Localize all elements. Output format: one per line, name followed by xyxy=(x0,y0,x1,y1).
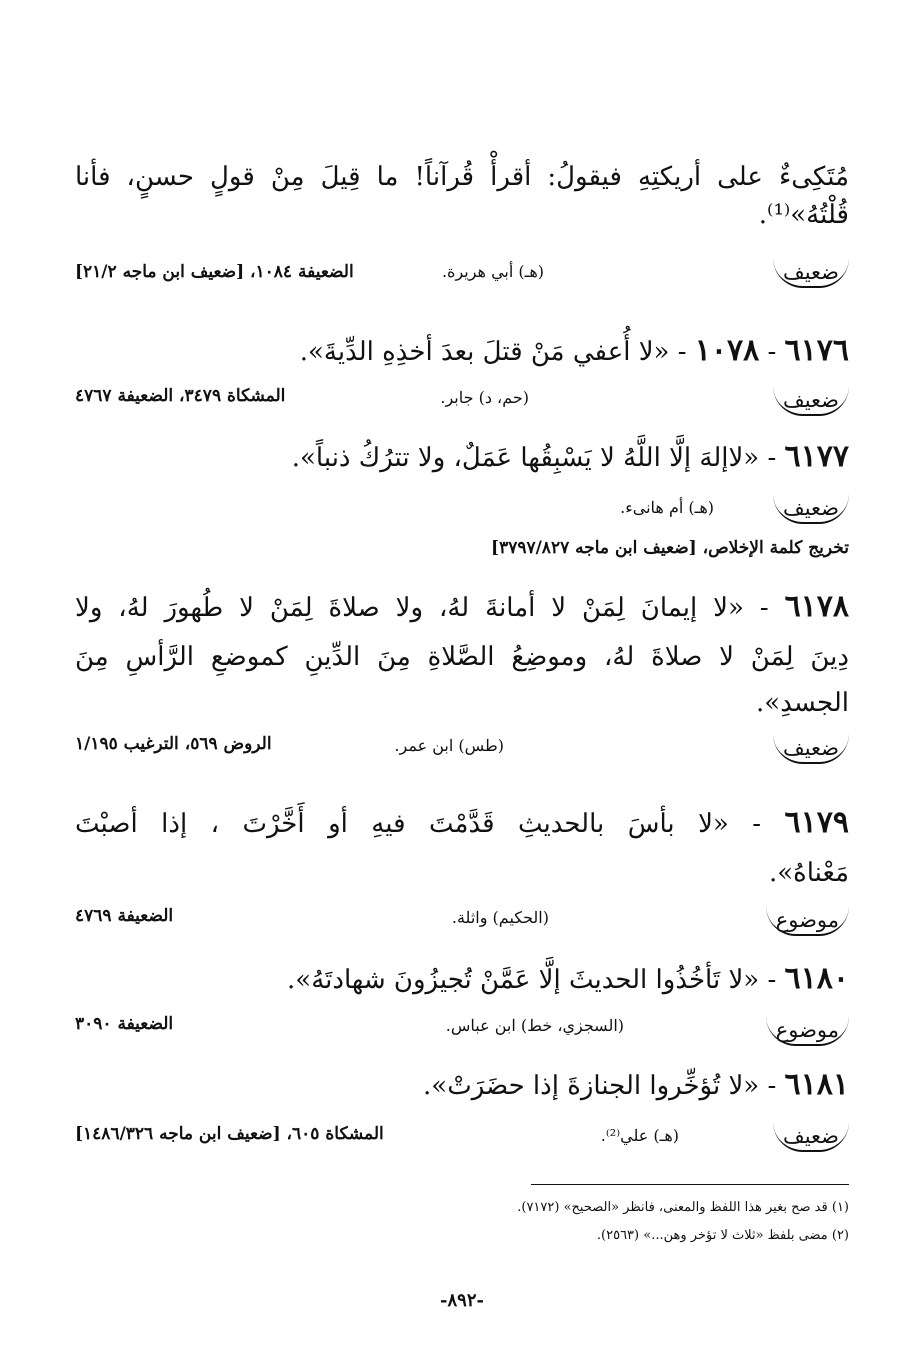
hadith-entry: ٦١٧٧ - «لاإلهَ إلَّا اللَّهُ لا يَسْبِقُها عَمَلٌ، ولا تترُكُ ذنباً». xyxy=(291,439,849,474)
grade-badge: ضعيف xyxy=(773,734,849,764)
grade-badge: موضوع xyxy=(766,906,849,936)
footnote-separator xyxy=(531,1184,849,1185)
footnote-2: (٢) مضى بلفظ «ثلاث لا تؤخر وهن...» (٢٥٦٣). xyxy=(596,1228,849,1243)
grade-badge: ضعيف xyxy=(773,386,849,416)
hadith-entry: ٦١٨١ - «لا تُؤخِّروا الجنازةَ إذا حضَرَتْ». xyxy=(423,1067,849,1102)
hadith-number: ٦١٨١ xyxy=(784,1067,849,1102)
hadith-alt-number: ١٠٧٨ xyxy=(694,333,760,368)
hadith-source: (طس) ابن عمر. xyxy=(394,736,504,755)
hadith-references: الضعيفة ٣٠٩٠ xyxy=(75,1014,174,1034)
hadith-number: ٦١٧٦ xyxy=(784,333,849,368)
grade-badge: ضعيف xyxy=(773,494,849,524)
grade-badge: موضوع xyxy=(766,1016,849,1046)
hadith-references: المشكاة ٦٠٥، [ضعيف ابن ماجه ١٤٨٦/٣٢٦] xyxy=(75,1124,384,1144)
grade-badge: ضعيف xyxy=(773,1122,849,1152)
hadith-references: الضعيفة ١٠٨٤، [ضعيف ابن ماجه ٢١/٢] xyxy=(75,262,354,282)
hadith-source: (هـ) علي⁽²⁾. xyxy=(600,1126,679,1145)
hadith-text-line-1: «لا إيمانَ لِمَنْ لا أمانةَ لهُ، ولا صلاةَ لِمَنْ لا طُهورَ لهُ، ولا xyxy=(75,593,744,623)
takhrij-note: تخريج كلمة الإخلاص، [ضعيف ابن ماجه ٣٧٩٧/٨٢٧] xyxy=(491,538,849,558)
hadith-source: (هـ) أبي هريرة. xyxy=(441,262,544,281)
hadith-references: الروض ٥٦٩، الترغيب ١/١٩٥ xyxy=(75,734,272,754)
hadith-text: «لا تُؤخِّروا الجنازةَ إذا حضَرَتْ». xyxy=(423,1071,760,1101)
hadith-text-line-3: الجسدِ». xyxy=(756,688,849,718)
hadith-source: (الحكيم) واثلة. xyxy=(451,908,549,927)
hadith-number: ٦١٧٩ xyxy=(784,805,849,840)
hadith-source: (السجزي، خط) ابن عباس. xyxy=(445,1016,624,1035)
hadith-text: «لا تَأخُذُوا الحديثَ إلَّا عَمَّنْ تُجيزُونَ شهادتَهُ». xyxy=(287,965,760,995)
hadith-source: (حم، د) جابر. xyxy=(440,388,529,407)
intro-line-1: مُتَكِىءٌ على أريكتِهِ فيقولُ: أقرأْ قُرآناً! ما قِيلَ مِنْ قولٍ حسنٍ، فأنا xyxy=(75,162,849,192)
hadith-entry: ٦١٧٨ - «لا إيمانَ لِمَنْ لا أمانةَ لهُ، ولا صلاةَ لِمَنْ لا طُهورَ لهُ، ولا xyxy=(75,589,850,624)
hadith-text: «لاإلهَ إلَّا اللَّهُ لا يَسْبِقُها عَمَلٌ، ولا تترُكُ ذنباً». xyxy=(291,443,760,473)
hadith-text-line-1: «لا بأسَ بالحديثِ قَدَّمْتَ فيهِ أو أَخَّرْتَ ، إذا أصبْتَ xyxy=(75,809,729,839)
hadith-source: (هـ) أم هانىء. xyxy=(620,498,714,517)
intro-line-2: قُلْتُهُ»⁽¹⁾. xyxy=(758,200,849,230)
hadith-entry: ٦١٧٩ - «لا بأسَ بالحديثِ قَدَّمْتَ فيهِ أو أَخَّرْتَ ، إذا أصبْتَ xyxy=(75,805,849,840)
grade-badge: ضعيف xyxy=(773,258,849,288)
footnote-1: (١) قد صح بغير هذا اللفظ والمعنى، فانظر «الصحيح» (٧١٧٢). xyxy=(517,1200,849,1215)
hadith-number: ٦١٧٧ xyxy=(784,439,849,474)
hadith-references: المشكاة ٣٤٧٩، الضعيفة ٤٧٦٧ xyxy=(75,386,286,406)
hadith-text: «لا أُعفي مَنْ قتلَ بعدَ أخذِهِ الدِّيةَ». xyxy=(299,337,670,367)
hadith-entry: ٦١٧٦ - ١٠٧٨ - «لا أُعفي مَنْ قتلَ بعدَ أخذِهِ الدِّيةَ». xyxy=(299,333,849,368)
hadith-references: الضعيفة ٤٧٦٩ xyxy=(75,906,174,926)
hadith-number: ٦١٧٨ xyxy=(784,589,850,624)
page-number: -٨٩٢- xyxy=(440,1290,484,1311)
hadith-text-line-2: دِينَ لِمَنْ لا صلاةَ لهُ، وموضِعُ الصَّلاةِ مِنَ الدِّينِ كموضعِ الرَّأسِ مِنَ xyxy=(75,642,849,672)
hadith-text-line-2: مَعْناهُ». xyxy=(768,858,849,888)
hadith-entry: ٦١٨٠ - «لا تَأخُذُوا الحديثَ إلَّا عَمَّنْ تُجيزُونَ شهادتَهُ». xyxy=(287,961,849,996)
hadith-number: ٦١٨٠ xyxy=(784,961,849,996)
